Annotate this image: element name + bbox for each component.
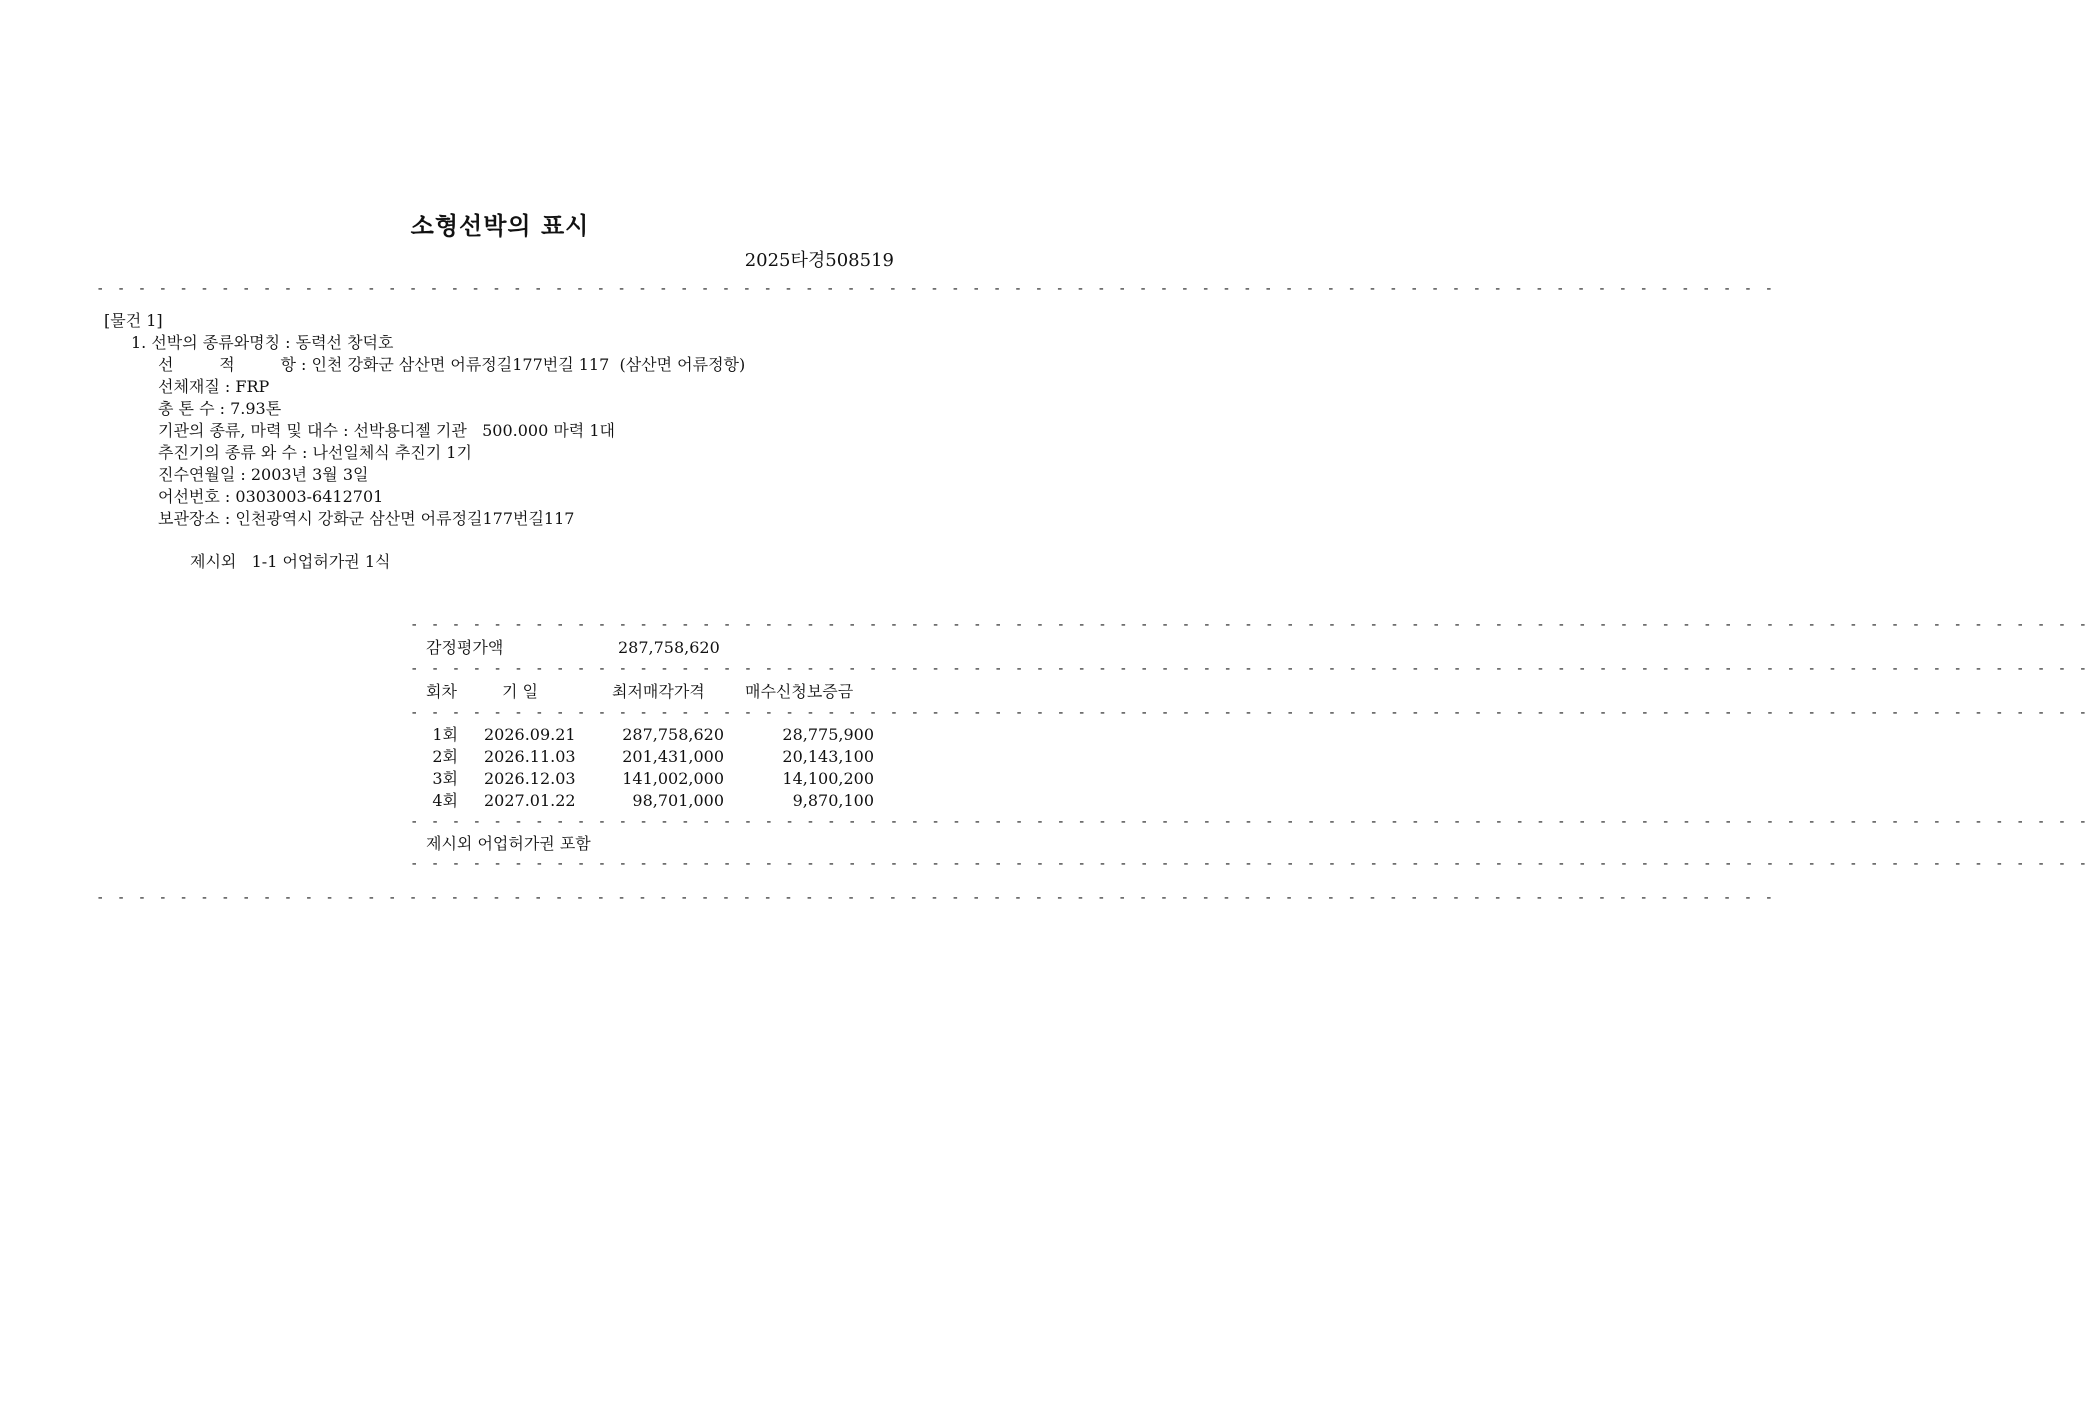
table-separator-4: - - - - - - - - - - - - - - - - - - - - - - - - - - - - - - - - - - - - - - - - - - - - - - - - - - - - - - - - - - - - - - - - - - - - - - - - - - - - - - - - - bbox=[410, 814, 2089, 830]
storage-location: 보관장소 : 인천광역시 강화군 삼산면 어류정길177번길117 bbox=[158, 509, 575, 528]
hull-material: 선체재질 : FRP bbox=[158, 377, 270, 396]
date-cell: 2027.01.22 bbox=[484, 791, 576, 810]
min-price-cell: 141,002,000 bbox=[622, 769, 724, 788]
round-cell: 1회 bbox=[432, 725, 458, 744]
table-separator-2: - - - - - - - - - - - - - - - - - - - - - - - - - - - - - - - - - - - - - - - - - - - - - - - - - - - - - - - - - - - - - - - - - - - - - - - - - - - - - - - - - bbox=[410, 661, 2089, 677]
deposit-cell: 20,143,100 bbox=[782, 747, 874, 766]
deposit-cell: 14,100,200 bbox=[782, 769, 874, 788]
header-round: 회차 bbox=[426, 682, 457, 701]
fishing-vessel-number: 어선번호 : 0303003-6412701 bbox=[158, 487, 384, 506]
propulsion-info: 추진기의 종류 와 수 : 나선일체식 추진기 1기 bbox=[158, 443, 472, 462]
round-cell: 3회 bbox=[432, 769, 458, 788]
table-separator-1: - - - - - - - - - - - - - - - - - - - - - - - - - - - - - - - - - - - - - - - - - - - - - - - - - - - - - - - - - - - - - - - - - - - - - - - - - - - - - - - - - bbox=[410, 617, 2089, 633]
table-separator-5: - - - - - - - - - - - - - - - - - - - - - - - - - - - - - - - - - - - - - - - - - - - - - - - - - - - - - - - - - - - - - - - - - - - - - - - - - - - - - - - - - bbox=[410, 856, 2089, 872]
min-price-cell: 287,758,620 bbox=[622, 725, 724, 744]
item-label: [물건 1] bbox=[104, 311, 163, 330]
min-price-cell: 201,431,000 bbox=[622, 747, 724, 766]
engine-info: 기관의 종류, 마력 및 대수 : 선박용디젤 기관 500.000 마력 1대 bbox=[158, 421, 615, 440]
min-price-cell: 98,701,000 bbox=[632, 791, 724, 810]
home-port: 선 적 항 : 인천 강화군 삼산면 어류정길177번길 117 (삼산면 어류정항) bbox=[158, 355, 746, 374]
case-number: 2025타경508519 bbox=[744, 250, 894, 271]
table-separator-3: - - - - - - - - - - - - - - - - - - - - - - - - - - - - - - - - - - - - - - - - - - - - - - - - - - - - - - - - - - - - - - - - - - - - - - - - - - - - - - - - - bbox=[410, 705, 2089, 721]
deposit-cell: 9,870,100 bbox=[792, 791, 874, 810]
separator-bottom: - - - - - - - - - - - - - - - - - - - - - - - - - - - - - - - - - - - - - - - - - - - - - - - - - - - - - - - - - - - - - - - - - - - - - - - - - - - - - - - - - bbox=[96, 890, 1776, 906]
launch-date: 진수연월일 : 2003년 3월 3일 bbox=[158, 465, 369, 484]
header-date: 기 일 bbox=[502, 682, 538, 701]
document-title: 소형선박의 표시 bbox=[410, 211, 590, 240]
date-cell: 2026.09.21 bbox=[484, 725, 576, 744]
deposit-cell: 28,775,900 bbox=[782, 725, 874, 744]
gross-tonnage: 총 톤 수 : 7.93톤 bbox=[158, 399, 282, 418]
appraisal-value: 287,758,620 bbox=[618, 638, 720, 657]
ship-type-name: 1. 선박의 종류와명칭 : 동력선 창덕호 bbox=[131, 333, 394, 352]
round-cell: 2회 bbox=[432, 747, 458, 766]
round-cell: 4회 bbox=[432, 791, 458, 810]
separator-top: - - - - - - - - - - - - - - - - - - - - - - - - - - - - - - - - - - - - - - - - - - - - - - - - - - - - - - - - - - - - - - - - - - - - - - - - - - - - - - - - - bbox=[96, 281, 1776, 297]
date-cell: 2026.12.03 bbox=[484, 769, 576, 788]
date-cell: 2026.11.03 bbox=[484, 747, 576, 766]
excluded-items-note: 제시외 1-1 어업허가권 1식 bbox=[190, 552, 391, 571]
footer-note: 제시외 어업허가권 포함 bbox=[426, 834, 591, 853]
header-deposit: 매수신청보증금 bbox=[745, 682, 854, 701]
appraisal-label: 감정평가액 bbox=[426, 638, 504, 657]
header-min-price: 최저매각가격 bbox=[612, 682, 705, 701]
